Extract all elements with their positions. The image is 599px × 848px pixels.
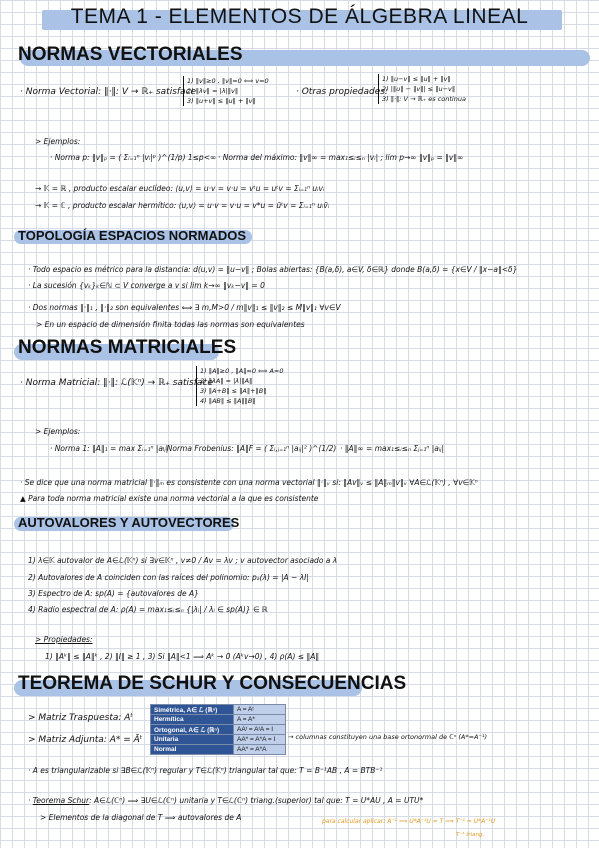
prop-item: 3) ‖u+v‖ ≤ ‖u‖ + ‖v‖ <box>187 97 256 105</box>
prop-item: 1) ‖A‖≥0 , ‖A‖=0 ⟺ A=0 <box>200 367 284 375</box>
table-cell: Ortogonal, A∈ ℒ (ℝⁿ) <box>151 725 234 735</box>
propiedades-list: 1) ‖Aᵏ‖ ≤ ‖A‖ᵏ , 2) ‖I‖ ≥ 1 , 3) Si ‖A‖<1 ⟹ Aᵏ → 0 (Aᵏv→0) , 4) ρ(A) ≤ ‖A‖ <box>45 652 320 661</box>
nota-triangular: T⁻¹ triang. <box>456 832 485 838</box>
norma-matricial-props <box>196 366 283 406</box>
ejemplo-norma-infinito: · ‖A‖∞ = max₁≤ᵢ≤ₙ Σⱼ₌₁ⁿ |aᵢⱼ| <box>340 444 445 453</box>
section-heading-autovalores: AUTOVALORES Y AUTOVECTORES <box>18 515 240 530</box>
teorema-schur-text: : A∈ℒ(ℂⁿ) ⟹ ∃U∈ℒ(ℂⁿ) unitaria y T∈ℒ(ℂⁿ) triang.(superior) tal que: T = U*AU , A = UTU* <box>89 796 424 805</box>
section-heading-topologia: TOPOLOGÍA ESPACIOS NORMADOS <box>18 228 247 243</box>
ejemplo-norma-p: · Norma p: ‖v‖ₚ = ( Σᵢ₌₁ⁿ |vᵢ|ᵖ )^(1/p) 1≤p<∞ <box>50 153 217 162</box>
producto-euclideo: → 𝕂 = ℝ , producto escalar euclídeo: ⟨u,v⟩ = u·v = v·u = vᵗu = uᵗv = Σᵢ₌₁ⁿ uᵢvᵢ <box>35 184 325 193</box>
prop-item: 3) ‖·‖: V → ℝ₊ es continua <box>382 95 466 103</box>
topologia-line-2: · La sucesión {vₖ}ₖ∈ℕ ⊂ V converge a v si lim k→∞ ‖vₖ−v‖ = 0 <box>28 281 265 290</box>
title-banner <box>0 0 599 38</box>
autovalor-raices: 2) Autovalores de A coinciden con las raíces del polinomio: pₐ(λ) = |A − λI| <box>28 573 309 582</box>
teorema-schur: · Teorema Schur: A∈ℒ(ℂⁿ) ⟹ ∃U∈ℒ(ℂⁿ) unitaria y T∈ℒ(ℂⁿ) triang.(superior) tal que: T = U*AU , A = UTU* <box>28 796 424 805</box>
ejemplo-norma-maximo: · Norma del máximo: ‖v‖∞ = max₁≤ᵢ≤ₙ |vᵢ| ; lim p→∞ ‖v‖ₚ = ‖v‖∞ <box>218 153 464 162</box>
prop-item: 2) ‖λv‖ = |λ|‖v‖ <box>187 87 239 95</box>
table-cell: AA* = A*A = I <box>234 735 286 745</box>
table-cell: Hermítica <box>151 715 234 725</box>
otras-propiedades-list <box>378 74 466 104</box>
section-heading-normas-matriciales: NORMAS MATRICIALES <box>18 337 237 358</box>
radio-espectral-def: 4) Radio espectral de A: ρ(A) = max₁≤ᵢ≤ₙ {|λᵢ| / λᵢ ∈ sp(A)} ∈ ℝ <box>28 605 268 614</box>
ejemplo-norma-frobenius: · Norma Frobenius: ‖A‖F = ( Σᵢ,ⱼ₌₁ⁿ |aᵢⱼ|² )^(1/2) <box>162 444 337 453</box>
prop-item: 1) ‖v‖≥0 , ‖v‖=0 ⟺ v=0 <box>187 77 269 85</box>
teorema-schur-label: Teorema Schur <box>32 796 90 805</box>
norma-vectorial-props <box>183 76 269 106</box>
prop-item: 1) ‖u−v‖ ≤ ‖u‖ + ‖v‖ <box>382 75 451 83</box>
consistencia-nota: ▲ Para toda norma matricial existe una norma vectorial a la que es consistente <box>20 494 319 503</box>
triangularizable-def: · A es triangularizable si ∃B∈ℒ(𝕂ⁿ) regular y T∈ℒ(𝕂ⁿ) triangular tal que: T = B⁻¹AB , A = BTB⁻¹ <box>28 766 383 775</box>
prop-item: 3) ‖A+B‖ ≤ ‖A‖+‖B‖ <box>200 387 267 395</box>
otras-propiedades-label: · Otras propiedades: <box>296 87 388 97</box>
table-row <box>151 705 286 715</box>
table-cell: AAᵗ = AᵗA = I <box>234 725 286 735</box>
section-heading-schur: TEOREMA DE SCHUR Y CONSECUENCIAS <box>18 673 407 694</box>
table-row <box>151 715 286 725</box>
autovalor-def: 1) λ∈𝕂 autovalor de A∈ℒ(𝕂ⁿ) si ∃v∈𝕂ⁿ , v≠0 / Av = λv ; v autovector asociado a λ <box>28 556 338 565</box>
producto-hermitico: → 𝕂 = ℂ , producto escalar hermítico: ⟨u,v⟩ = u·v = v·u = v*u = ūᵗv = Σᵢ₌₁ⁿ uᵢv̄ᵢ <box>35 201 330 210</box>
norma-matricial-def: · Norma Matricial: ‖·‖: ℒ(𝕂ⁿ) → ℝ₊ satisface <box>20 378 213 388</box>
topologia-line-3: · Dos normas ‖·‖₁ , ‖·‖₂ son equivalentes ⟺ ∃ m,M>0 / m‖v‖₁ ≤ ‖v‖₂ ≤ M‖v‖₁ ∀v∈V <box>28 303 341 312</box>
diagonal-autovalores: > Elementos de la diagonal de T ⟹ autovalores de A <box>40 813 242 822</box>
ejemplos-label: > Ejemplos: <box>35 137 81 146</box>
matriz-traspuesta: > Matriz Traspuesta: Aᵗ <box>28 713 134 723</box>
espectro-def: 3) Espectro de A: sp(A) = {autovalores de A} <box>28 589 199 598</box>
nota-calculo: para calcular aplicar: A⁻¹ ⟹ U*A⁻¹U = T ⟹ T⁻¹ = U*A⁻¹U <box>322 818 496 825</box>
prop-item: 2) ‖λA‖ = |λ|‖A‖ <box>200 377 253 385</box>
table-cell: A = A* <box>234 715 286 725</box>
prop-item: 4) ‖AB‖ ≤ ‖A‖‖B‖ <box>200 397 256 405</box>
table-row <box>151 745 286 755</box>
matrix-types-table <box>150 704 286 755</box>
norma-vectorial-def: · Norma Vectorial: ‖·‖: V → ℝ₊ satisface <box>20 87 197 97</box>
topologia-line-4: > En un espacio de dimensión finita todas las normas son equivalentes <box>36 320 305 329</box>
prop-item: 2) |‖u‖ − ‖v‖| ≤ ‖u−v‖ <box>382 85 456 93</box>
consistencia-def: · Se dice que una norma matricial ‖·‖ₘ es consistente con una norma vectorial ‖·‖ᵥ si: ‖Av‖ᵥ ≤ ‖A‖ₘ‖v‖ᵥ ∀A∈ℒ(𝕂ⁿ) , ∀v∈𝕂ⁿ <box>20 478 478 487</box>
table-cell: Unitaria <box>151 735 234 745</box>
table-row <box>151 725 286 735</box>
table-note: → columnas constituyen una base ortonormal de ℂⁿ (A*=A⁻¹) <box>288 733 488 741</box>
table-cell: AA* = A*A <box>234 745 286 755</box>
table-cell: A = Aᵗ <box>234 705 286 715</box>
ejemplo-norma-1: · Norma 1: ‖A‖₁ = max Σᵢ₌₁ⁿ |aᵢⱼ| <box>50 444 169 453</box>
ejemplos-label: > Ejemplos: <box>35 427 81 436</box>
page-title: TEMA 1 - ELEMENTOS DE ÁLGEBRA LINEAL <box>70 5 529 28</box>
table-row <box>151 735 286 745</box>
matriz-adjunta: > Matriz Adjunta: A* = Āᵗ <box>28 735 143 745</box>
table-cell: Normal <box>151 745 234 755</box>
section-heading-normas-vectoriales: NORMAS VECTORIALES <box>18 44 243 65</box>
propiedades-label: > Propiedades: <box>35 635 93 644</box>
topologia-line-1: · Todo espacio es métrico para la distancia: d(u,v) = ‖u−v‖ ; Bolas abiertas: {B(a,δ), a∈V, δ∈ℝ} donde B(a,δ) = {x∈V / ‖x−a‖<δ} <box>28 265 518 274</box>
table-cell: Simétrica, A∈ ℒ (ℝⁿ) <box>151 705 234 715</box>
